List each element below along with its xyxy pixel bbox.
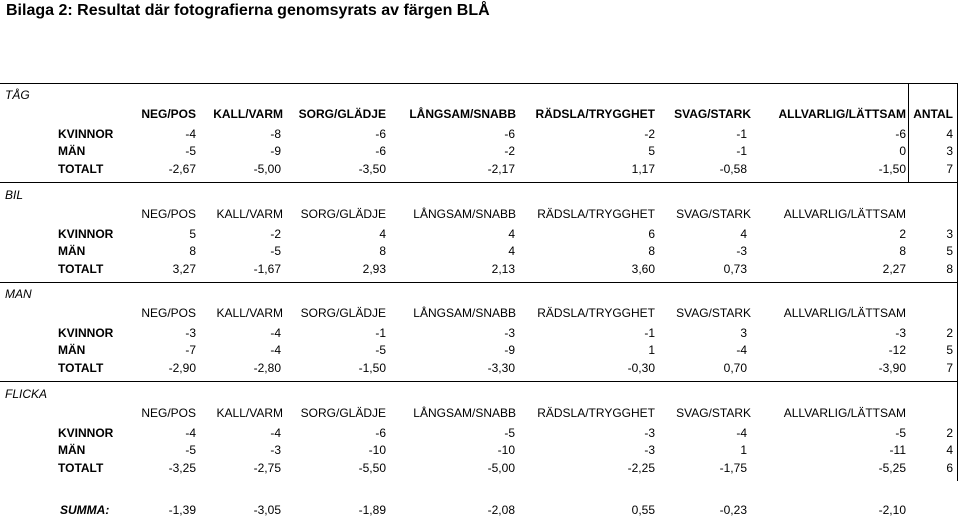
value-cell-radsla-trygghet: -1 [644,326,655,340]
value-cell-langsam-snabb: 4 [508,244,515,258]
value-cell-svag-stark: 0,70 [723,361,747,375]
value-cell-sorg-gladje: -5 [375,343,386,357]
value-cell-antal: 4 [946,443,953,457]
row-label: KVINNOR [58,426,114,440]
value-cell-allvarlig-lattsam: -3,90 [878,361,906,375]
row-label: TOTALT [58,461,104,475]
value-cell-neg-pos: 3,27 [172,262,196,276]
row-label: MÄN [58,343,86,357]
value-cell-antal: 7 [946,162,953,176]
value-cell-radsla-trygghet: 3,60 [631,262,655,276]
column-header-langsam-snabb: LÅNGSAM/SNABB [413,207,516,221]
value-cell-allvarlig-lattsam: 8 [899,244,906,258]
value-cell-neg-pos: -4 [185,127,196,141]
value-cell-langsam-snabb: -2,17 [487,162,515,176]
value-cell-svag-stark: -4 [736,343,747,357]
value-cell-neg-pos: 5 [189,227,196,241]
summa-value-sorg-gladje: -1,89 [358,503,386,517]
value-cell-neg-pos: -2,90 [168,361,196,375]
value-cell-antal: 6 [946,461,953,475]
row-label: TOTALT [58,162,104,176]
summa-value-allvarlig-lattsam: -2,10 [878,503,906,517]
value-cell-langsam-snabb: -3 [504,326,515,340]
summa-label: SUMMA: [60,503,110,517]
column-header-svag-stark: SVAG/STARK [676,406,751,420]
value-cell-antal: 7 [946,361,953,375]
value-cell-neg-pos: -2,67 [168,162,196,176]
value-cell-allvarlig-lattsam: -6 [895,127,906,141]
column-header-sorg-gladje: SORG/GLÄDJE [300,306,386,320]
value-cell-allvarlig-lattsam: -11 [889,443,906,457]
column-header-sorg-gladje: SORG/GLÄDJE [300,406,386,420]
section-label: MAN [5,287,32,301]
value-cell-radsla-trygghet: 1,17 [631,162,655,176]
column-header-allvarlig-lattsam: ALLVARLIG/LÄTTSAM [783,207,906,221]
value-cell-allvarlig-lattsam: 0 [899,144,906,158]
column-header-kall-varm: KALL/VARM [216,207,283,221]
column-header-allvarlig-lattsam: ALLVARLIG/LÄTTSAM [783,406,906,420]
value-cell-neg-pos: -7 [185,343,196,357]
column-header-kall-varm: KALL/VARM [213,107,283,121]
column-header-radsla-trygghet: RÄDSLA/TRYGGHET [537,406,655,420]
section-label: TÅG [5,88,30,102]
page-title: Bilaga 2: Resultat där fotografierna genomsyrats av färgen BLÅ [6,2,490,19]
value-cell-radsla-trygghet: -2 [644,127,655,141]
value-cell-neg-pos: 8 [189,244,196,258]
column-header-neg-pos: NEG/POS [141,306,196,320]
value-cell-svag-stark: 0,73 [723,262,747,276]
row-label: MÄN [58,443,86,457]
value-cell-antal: 5 [946,244,953,258]
value-cell-langsam-snabb: -10 [497,443,515,457]
value-cell-allvarlig-lattsam: -12 [888,343,906,357]
value-cell-langsam-snabb: -9 [504,343,515,357]
section-divider [0,381,958,382]
value-cell-radsla-trygghet: -0,30 [627,361,655,375]
column-header-langsam-snabb: LÅNGSAM/SNABB [413,306,516,320]
summa-value-langsam-snabb: -2,08 [487,503,515,517]
value-cell-antal: 3 [946,144,953,158]
value-cell-svag-stark: -1 [736,144,747,158]
value-cell-svag-stark: -1 [736,127,747,141]
value-cell-svag-stark: -4 [736,426,747,440]
value-cell-kall-varm: -1,67 [253,262,281,276]
row-label: KVINNOR [58,326,114,340]
column-header-svag-stark: SVAG/STARK [676,306,751,320]
value-cell-sorg-gladje: -6 [375,144,386,158]
value-cell-radsla-trygghet: -3 [644,443,655,457]
column-header-sorg-gladje: SORG/GLÄDJE [300,207,386,221]
column-header-neg-pos: NEG/POS [141,107,196,121]
column-header-langsam-snabb: LÅNGSAM/SNABB [413,406,516,420]
column-header-neg-pos: NEG/POS [141,406,196,420]
value-cell-kall-varm: -2 [270,227,281,241]
value-cell-sorg-gladje: 2,93 [362,262,386,276]
column-header-svag-stark: SVAG/STARK [676,207,751,221]
value-cell-neg-pos: -3 [185,326,196,340]
value-cell-antal: 3 [946,227,953,241]
row-label: MÄN [58,144,86,158]
column-header-langsam-snabb: LÅNGSAM/SNABB [409,107,516,121]
value-cell-neg-pos: -3,25 [168,461,196,475]
value-cell-antal: 5 [946,343,953,357]
value-cell-neg-pos: -4 [185,426,196,440]
section-divider [0,182,958,183]
value-cell-radsla-trygghet: 8 [648,244,655,258]
column-header-radsla-trygghet: RÄDSLA/TRYGGHET [537,306,655,320]
section-label: FLICKA [5,387,48,401]
value-cell-allvarlig-lattsam: -5 [895,426,906,440]
value-cell-radsla-trygghet: -2,25 [627,461,655,475]
value-cell-langsam-snabb: -2 [504,144,515,158]
value-cell-kall-varm: -5,00 [253,162,281,176]
value-cell-kall-varm: -9 [270,144,281,158]
row-label: TOTALT [58,262,104,276]
antal-column-divider [908,83,909,182]
value-cell-kall-varm: -4 [270,426,281,440]
column-header-radsla-trygghet: RÄDSLA/TRYGGHET [537,207,655,221]
value-cell-kall-varm: -3 [270,443,281,457]
row-label: KVINNOR [58,227,114,241]
value-cell-sorg-gladje: -6 [375,426,386,440]
section-divider [0,282,958,283]
column-header-svag-stark: SVAG/STARK [674,107,751,121]
value-cell-langsam-snabb: 2,13 [491,262,515,276]
value-cell-langsam-snabb: 4 [508,227,515,241]
value-cell-langsam-snabb: -3,30 [487,361,515,375]
value-cell-sorg-gladje: -6 [375,127,386,141]
value-cell-svag-stark: -3 [736,244,747,258]
value-cell-sorg-gladje: -5,50 [358,461,386,475]
column-header-kall-varm: KALL/VARM [216,406,283,420]
column-header-allvarlig-lattsam: ALLVARLIG/LÄTTSAM [778,107,906,121]
value-cell-kall-varm: -4 [270,343,281,357]
column-header-allvarlig-lattsam: ALLVARLIG/LÄTTSAM [783,306,906,320]
value-cell-langsam-snabb: -5 [504,426,515,440]
value-cell-kall-varm: -4 [270,326,281,340]
value-cell-kall-varm: -2,80 [253,361,281,375]
value-cell-sorg-gladje: -1 [375,326,386,340]
value-cell-allvarlig-lattsam: 2 [899,227,906,241]
value-cell-allvarlig-lattsam: 2,27 [882,262,906,276]
column-header-kall-varm: KALL/VARM [216,306,283,320]
value-cell-antal: 4 [946,127,953,141]
column-header-radsla-trygghet: RÄDSLA/TRYGGHET [535,107,655,121]
value-cell-antal: 2 [946,426,953,440]
value-cell-sorg-gladje: 8 [379,244,386,258]
value-cell-radsla-trygghet: 5 [648,144,655,158]
value-cell-svag-stark: -1,75 [719,461,747,475]
value-cell-svag-stark: 1 [740,443,747,457]
value-cell-sorg-gladje: -10 [368,443,386,457]
value-cell-radsla-trygghet: -3 [644,426,655,440]
value-cell-langsam-snabb: -5,00 [487,461,515,475]
value-cell-sorg-gladje: -1,50 [358,361,386,375]
value-cell-sorg-gladje: 4 [379,227,386,241]
value-cell-kall-varm: -2,75 [253,461,281,475]
summa-value-neg-pos: -1,39 [168,503,196,517]
value-cell-radsla-trygghet: 1 [648,343,655,357]
value-cell-antal: 2 [946,326,953,340]
value-cell-allvarlig-lattsam: -5,25 [878,461,906,475]
value-cell-kall-varm: -5 [270,244,281,258]
value-cell-sorg-gladje: -3,50 [358,162,386,176]
value-cell-svag-stark: -0,58 [719,162,747,176]
value-cell-langsam-snabb: -6 [504,127,515,141]
value-cell-svag-stark: 3 [740,326,747,340]
value-cell-radsla-trygghet: 6 [648,227,655,241]
value-cell-neg-pos: -5 [185,443,196,457]
value-cell-allvarlig-lattsam: -3 [895,326,906,340]
row-label: MÄN [58,244,86,258]
summa-value-kall-varm: -3,05 [253,503,281,517]
summa-value-svag-stark: -0,23 [719,503,747,517]
summa-value-radsla-trygghet: 0,55 [631,503,655,517]
column-header-antal: ANTAL [913,107,953,121]
value-cell-svag-stark: 4 [740,227,747,241]
value-cell-antal: 8 [946,262,953,276]
row-label: TOTALT [58,361,104,375]
section-label: BIL [5,188,24,202]
column-header-neg-pos: NEG/POS [141,207,196,221]
value-cell-allvarlig-lattsam: -1,50 [878,162,906,176]
column-header-sorg-gladje: SORG/GLÄDJE [298,107,386,121]
value-cell-kall-varm: -8 [270,127,281,141]
value-cell-neg-pos: -5 [185,144,196,158]
row-label: KVINNOR [58,127,114,141]
